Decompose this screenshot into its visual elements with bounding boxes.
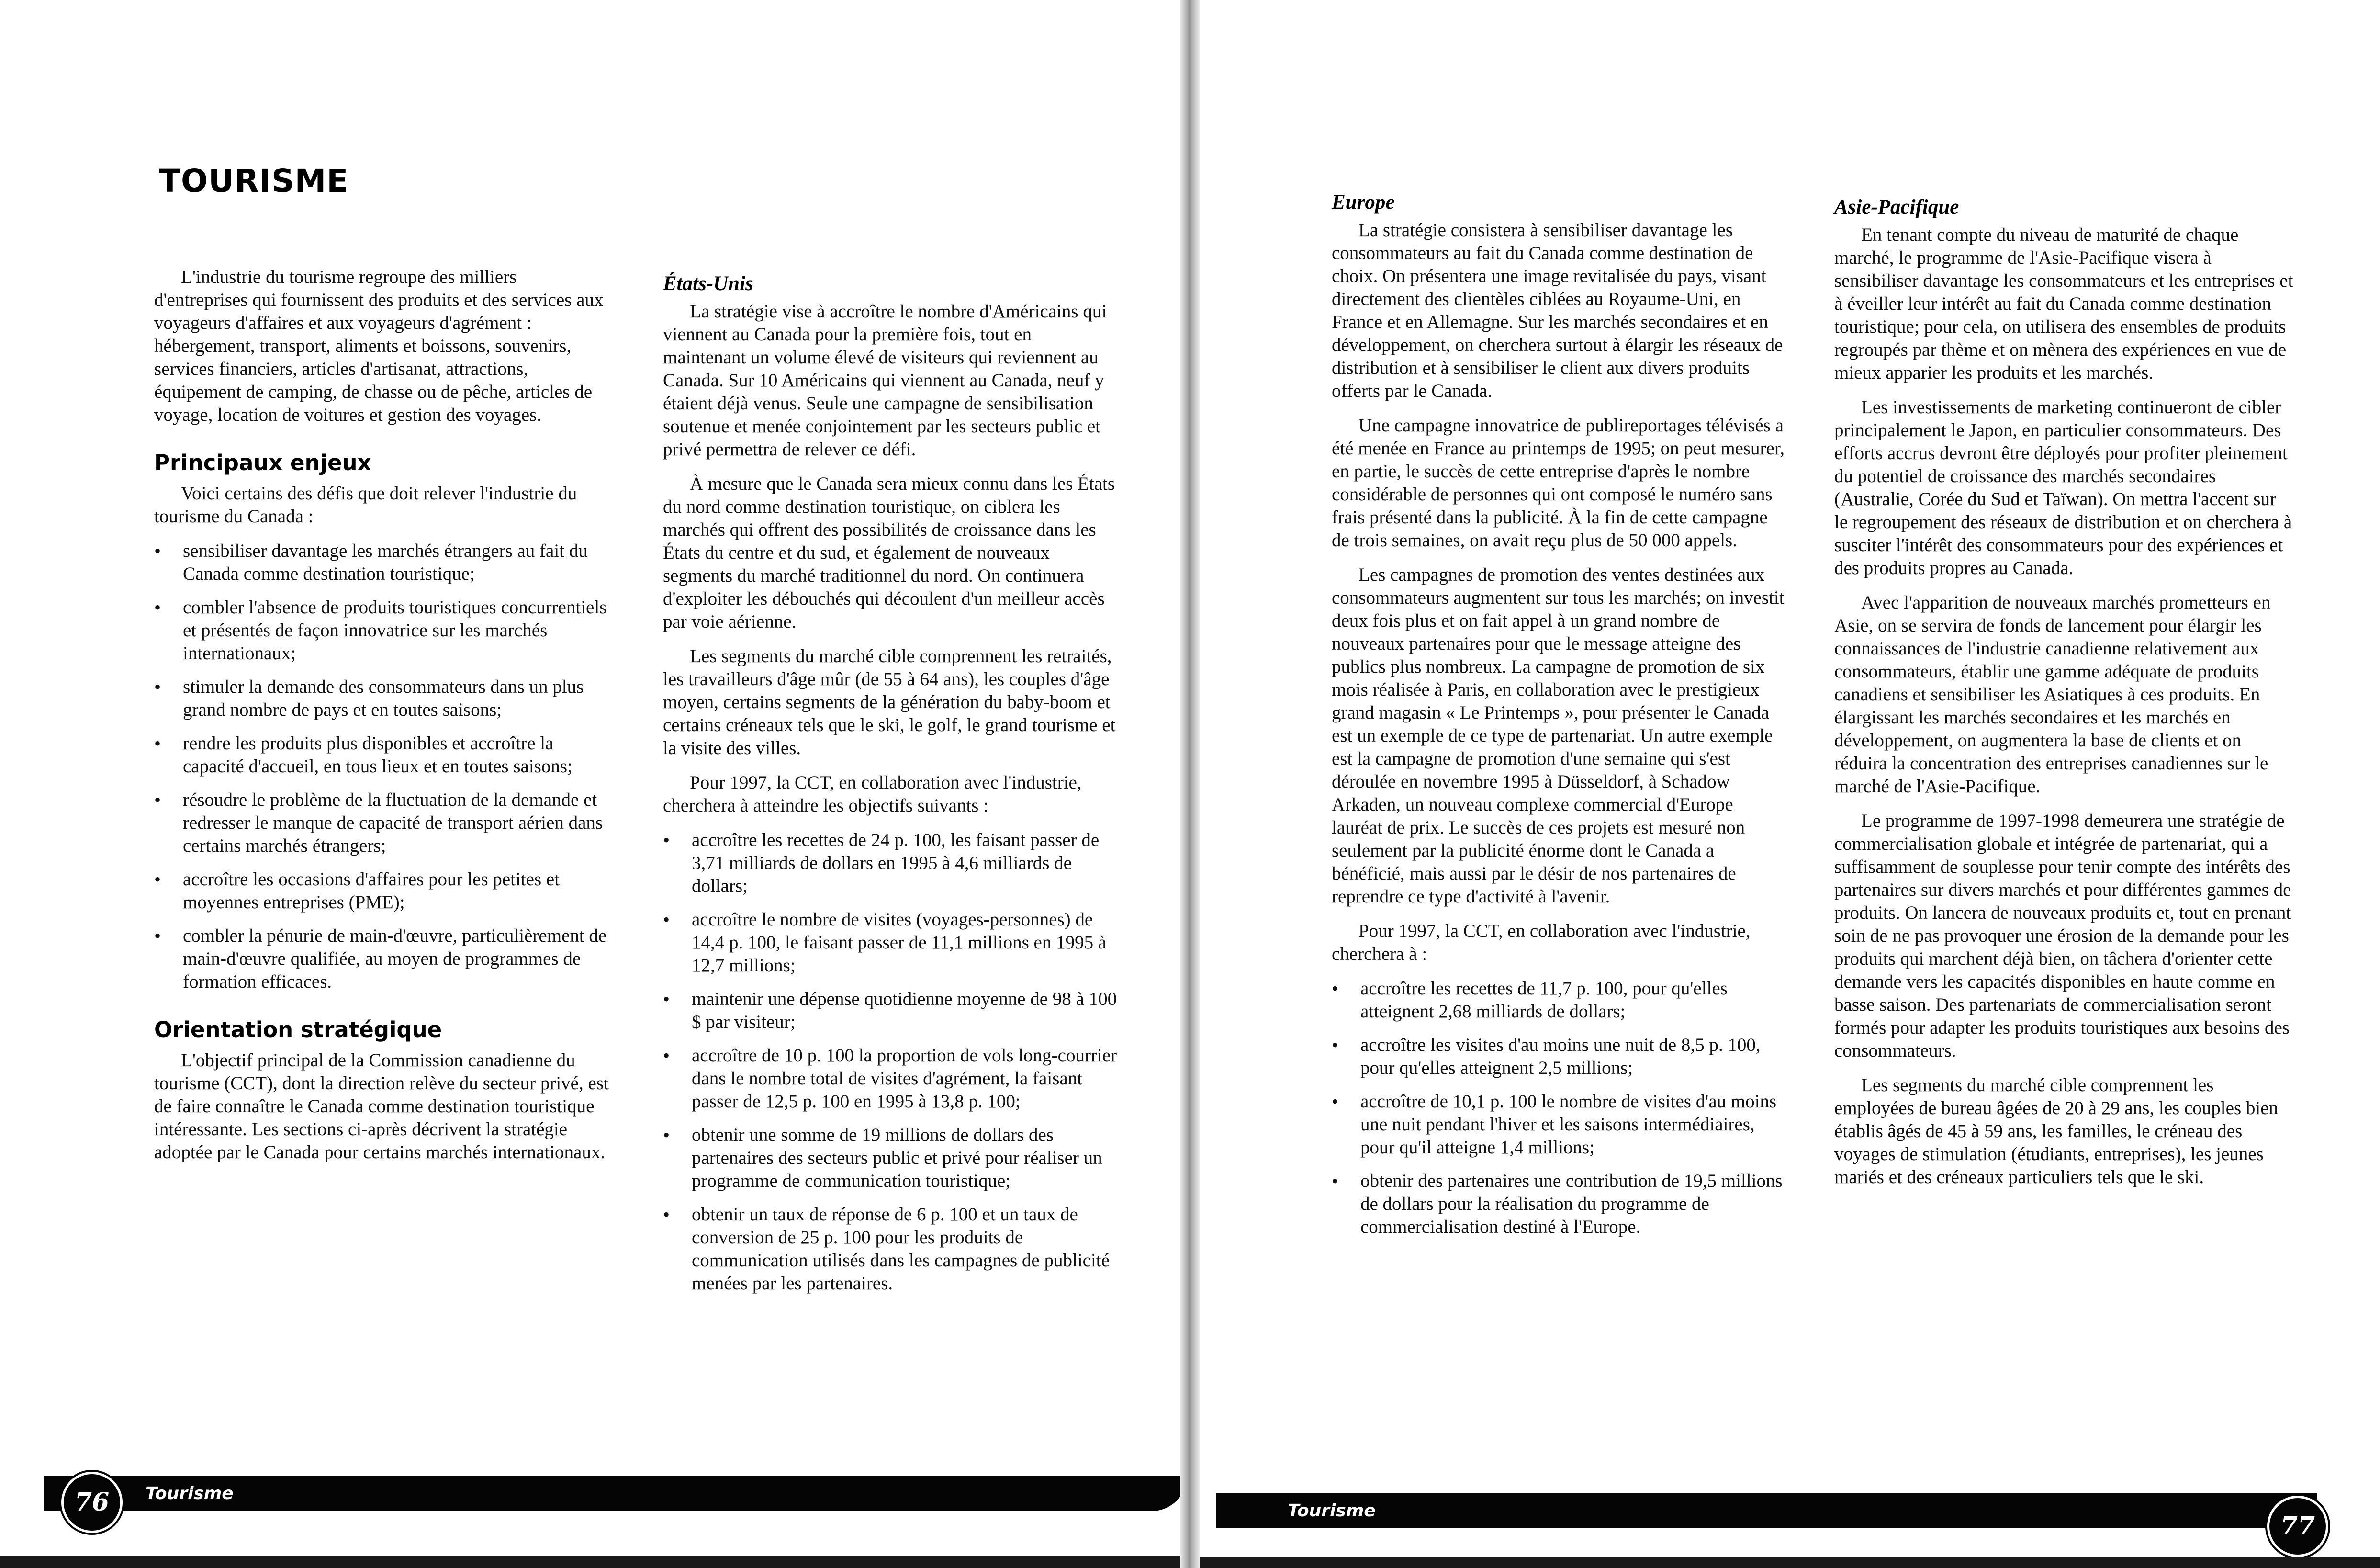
bullet-icon: • (154, 676, 161, 698)
bullet-icon: • (663, 1204, 670, 1225)
list-item: • sensibiliser davantage les marchés étrangers au fait du Canada comme destination touristique; (154, 540, 588, 584)
footer-bar-left (44, 1476, 1187, 1511)
footer-label-right: Tourisme (1288, 1501, 1376, 1521)
list-item: • accroître les recettes de 24 p. 100, les faisant passer de 3,71 milliards de dollars en 1995 à 4,6 milliards de dollars; (663, 829, 1100, 896)
orientation-heading: Orientation stratégique (154, 1017, 442, 1042)
list-item: • accroître de 10,1 p. 100 le nombre de visites d'au moins une nuit pendant l'hiver et les saisons intermédiaires, pour qu'il atteigne 1,4 millions; (1332, 1091, 1777, 1158)
asia-heading: Asie-Pacifique (1834, 196, 1959, 218)
right-page (1190, 0, 2380, 1568)
list-item: • maintenir une dépense quotidienne moyenne de 98 à 100 $ par visiteur; (663, 988, 1117, 1032)
bullet-icon: • (1332, 978, 1339, 999)
list-item: • stimuler la demande des consommateurs dans un plus grand nombre de pays et en toutes saisons; (154, 676, 584, 720)
bullet-icon: • (154, 540, 161, 562)
page-number-right: 77 (2267, 1496, 2328, 1557)
asia-paragraph-1: En tenant compte du niveau de maturité de chaque marché, le programme de l'Asie-Pacifique visera à sensibiliser davantage les consommateurs et les entreprises et à éveiller leur intérêt au fait du Canada comme destination touristique; pour cela, on utilisera des ensembles de produits regroupés par thème et on mènera des expériences en vue de mieux apparier les produits et les marchés. (1834, 225, 2293, 383)
page-edge-right (1190, 1557, 2380, 1568)
list-item: • combler l'absence de produits touristiques concurrentiels et présentés de façon innovatrice sur les marchés internationaux; (154, 597, 607, 664)
page-title: TOURISME (159, 162, 349, 199)
bullet-icon: • (154, 789, 161, 811)
left-column-1 (154, 266, 609, 1175)
list-item: • obtenir une somme de 19 millions de dollars des partenaires des secteurs public et privé pour réaliser un programme de communication touristique; (663, 1124, 1102, 1191)
bullet-icon: • (1332, 1170, 1339, 1192)
usa-paragraph-1: La stratégie vise à accroître le nombre d'Américains qui viennent au Canada pour la première fois, tout en maintenant un volume élevé de visiteurs qui reviennent au Canada. Sur 10 Américains qui viennent au Canada, neuf y étaient déjà venus. Seule une campagne de sensibilisation soutenue et menée conjointement par les secteurs public et privé permettra de relever ce défi. (663, 301, 1107, 460)
bullet-icon: • (663, 1045, 670, 1066)
right-column-2 (1834, 194, 2294, 1200)
enjeux-list (154, 540, 609, 993)
page-edge-left (0, 1556, 1190, 1568)
europe-paragraph-3: Les campagnes de promotion des ventes destinées aux consommateurs augmentent sur tous les marchés; on investit deux fois plus et on fait appel à un grand nombre de nouveaux partenaires pour que le message atteigne des publics plus nombreux. La campagne de promotion de six mois réalisée à Paris, en collaboration avec le prestigieux grand magasin « Le Printemps », pour présenter le Canada est un exemple de ce type de partenariat. Un autre exemple est la campagne de promotion d'une semaine qui s'est déroulée en novembre 1995 à Düsseldorf, à Schadow Arkaden, un nouveau complexe commercial d'Europe lauréat de prix. Le succès de ces projets est mesuré non seulement par la publicité énorme dont le Canada a bénéficié, mais aussi par le désir de nos partenaires de reprendre ce type d'activité à l'avenir. (1332, 564, 1785, 907)
europe-paragraph-1: La stratégie consistera à sensibiliser davantage les consommateurs au fait du Canada comme destination de choix. On présentera une image revitalisée du pays, visant directement des clientèles ciblées au Royaume-Uni, en France et en Allemagne. Sur les marchés secondaires et en développement, on cherchera surtout à élargir les réseaux de distribution et à sensibiliser le client aux divers produits offerts par le Canada. (1332, 220, 1783, 401)
europe-heading: Europe (1332, 191, 1395, 214)
left-column-2 (663, 271, 1118, 1307)
bullet-icon: • (663, 909, 670, 930)
footer-bar-right (1216, 1493, 2317, 1528)
list-item: • résoudre le problème de la fluctuation de la demande et redresser le manque de capacité de transport aérien dans certains marchés étrangers; (154, 789, 603, 856)
usa-heading: États-Unis (663, 272, 753, 295)
page-number-left: 76 (61, 1472, 123, 1533)
europe-objectives-list (1332, 977, 1786, 1239)
list-item: • rendre les produits plus disponibles et accroître la capacité d'accueil, en tous lieux et en toutes saisons; (154, 733, 573, 777)
enjeux-heading: Principaux enjeux (154, 450, 371, 475)
list-item: • obtenir un taux de réponse de 6 p. 100 et un taux de conversion de 25 p. 100 pour les produits de communication utilisés dans les campagnes de publicité menées par les partenaires. (663, 1204, 1110, 1294)
europe-paragraph-4: Pour 1997, la CCT, en collaboration avec l'industrie, cherchera à : (1332, 921, 1751, 964)
asia-paragraph-4: Le programme de 1997-1998 demeurera une stratégie de commercialisation globale et intégrée de partenariat, qui a suffisamment de souplesse pour tenir compte des intérêts des partenaires sur divers marchés et pour différentes gammes de produits. On lancera de nouveaux produits et, tout en prenant soin de ne pas provoquer une érosion de la demande pour les produits qui marchent déjà bien, on tâchera d'orienter cette demande vers les capacités disponibles en haute comme en basse saison. Des partenariats de commercialisation seront formés pour adapter les produits touristiques aux besoins des consommateurs. (1834, 811, 2291, 1061)
list-item: • accroître les recettes de 11,7 p. 100, pour qu'elles atteignent 2,68 milliards de dollars; (1332, 978, 1728, 1022)
asia-paragraph-3: Avec l'apparition de nouveaux marchés prometteurs en Asie, on se servira de fonds de lancement pour élargir les connaissances de l'industrie canadienne relativement aux consommateurs, établir une gamme adéquate de produits canadiens et sensibiliser les Asiatiques à ces produits. En élargissant les marchés secondaires et les marchés en développement, on augmentera la base de clients et on réduira la concentration des entreprises canadiennes sur le marché de l'Asie-Pacifique. (1834, 592, 2271, 797)
usa-paragraph-4: Pour 1997, la CCT, en collaboration avec l'industrie, cherchera à atteindre les objectifs suivants : (663, 772, 1082, 816)
intro-paragraph: L'industrie du tourisme regroupe des milliers d'entreprises qui fournissent des produits et des services aux voyageurs d'affaires et aux voyageurs d'agrément : hébergement, transport, aliments et boissons, souvenirs, services financiers, articles d'artisanat, attractions, équipement de camping, de chasse ou de pêche, articles de voyage, location de voitures et gestion des voyages. (154, 267, 604, 425)
list-item: • obtenir des partenaires une contribution de 19,5 millions de dollars pour la réalisation du programme de commercialisation destiné à l'Europe. (1332, 1170, 1783, 1237)
list-item: • accroître de 10 p. 100 la proportion de vols long-courrier dans le nombre total de visites d'agrément, la faisant passer de 12,5 p. 100 en 1995 à 13,8 p. 100; (663, 1045, 1117, 1112)
enjeux-intro: Voici certains des défis que doit relever l'industrie du tourisme du Canada : (154, 483, 577, 527)
orientation-paragraph: L'objectif principal de la Commission canadienne du tourisme (CCT), dont la direction relève du secteur privé, est de faire connaître le Canada comme destination touristique intéressante. Les sections ci-après décrivent la stratégie adoptée par le Canada pour certains marchés internationaux. (154, 1050, 609, 1162)
bullet-icon: • (154, 925, 161, 947)
list-item: • accroître les occasions d'affaires pour les petites et moyennes entreprises (PME); (154, 869, 560, 913)
bullet-icon: • (663, 988, 670, 1010)
bullet-icon: • (1332, 1091, 1339, 1112)
bullet-icon: • (154, 597, 161, 618)
bullet-icon: • (154, 869, 161, 890)
right-column-1 (1332, 189, 1786, 1250)
bullet-icon: • (663, 829, 670, 851)
bullet-icon: • (154, 733, 161, 754)
usa-objectives-list (663, 829, 1118, 1295)
bullet-icon: • (1332, 1034, 1339, 1056)
usa-paragraph-3: Les segments du marché cible comprennent les retraités, les travailleurs d'âge mûr (de 55 à 64 ans), les couples d'âge moyen, certains segments de la génération du baby-boom et certains créneaux tels que le ski, le golf, le grand tourisme et la visite des villes. (663, 646, 1116, 758)
footer-label-left: Tourisme (146, 1484, 234, 1503)
book-spine (1180, 0, 1200, 1568)
list-item: • accroître le nombre de visites (voyages-personnes) de 14,4 p. 100, le faisant passer de 11,1 millions en 1995 à 12,7 millions; (663, 909, 1107, 976)
europe-paragraph-2: Une campagne innovatrice de publireportages télévisés a été menée en France au printemps de 1995; on peut mesurer, en partie, le succès de cette entreprise d'après le nombre considérable de personnes qui ont composé le numéro sans frais présenté dans la publicité. À la fin de cette campagne de trois semaines, on avait reçu plus de 50 000 appels. (1332, 415, 1785, 551)
list-item: • accroître les visites d'au moins une nuit de 8,5 p. 100, pour qu'elles atteignent 2,5 millions; (1332, 1034, 1761, 1078)
bullet-icon: • (663, 1124, 670, 1146)
usa-paragraph-2: À mesure que le Canada sera mieux connu dans les États du nord comme destination touristique, on ciblera les marchés qui offrent des possibilités de croissance dans les États du centre et du sud, et également de nouveaux segments du marché traditionnel du nord. On continuera d'exploiter les débouchés qui découlent d'un meilleur accès par voie aérienne. (663, 474, 1115, 632)
asia-paragraph-2: Les investissements de marketing continueront de cibler principalement le Japon, en particulier consommateurs. Des efforts accrus devront être déployés pour profiter pleinement du potentiel de croissance des marchés secondaires (Australie, Corée du Sud et Taïwan). On mettra l'accent sur le regroupement des réseaux de distribution et on cherchera à susciter l'intérêt des consommateurs pour des expériences et des produits propres au Canada. (1834, 397, 2292, 578)
asia-paragraph-5: Les segments du marché cible comprennent les employées de bureau âgées de 20 à 29 ans, les couples bien établis âgés de 45 à 59 ans, les familles, le créneau des voyages de stimulation (étudiants, entreprises), les jeunes mariés et des créneaux particuliers tels que le ski. (1834, 1075, 2279, 1187)
list-item: • combler la pénurie de main-d'œuvre, particulièrement de main-d'œuvre qualifiée, au moyen de programmes de formation efficaces. (154, 925, 607, 992)
